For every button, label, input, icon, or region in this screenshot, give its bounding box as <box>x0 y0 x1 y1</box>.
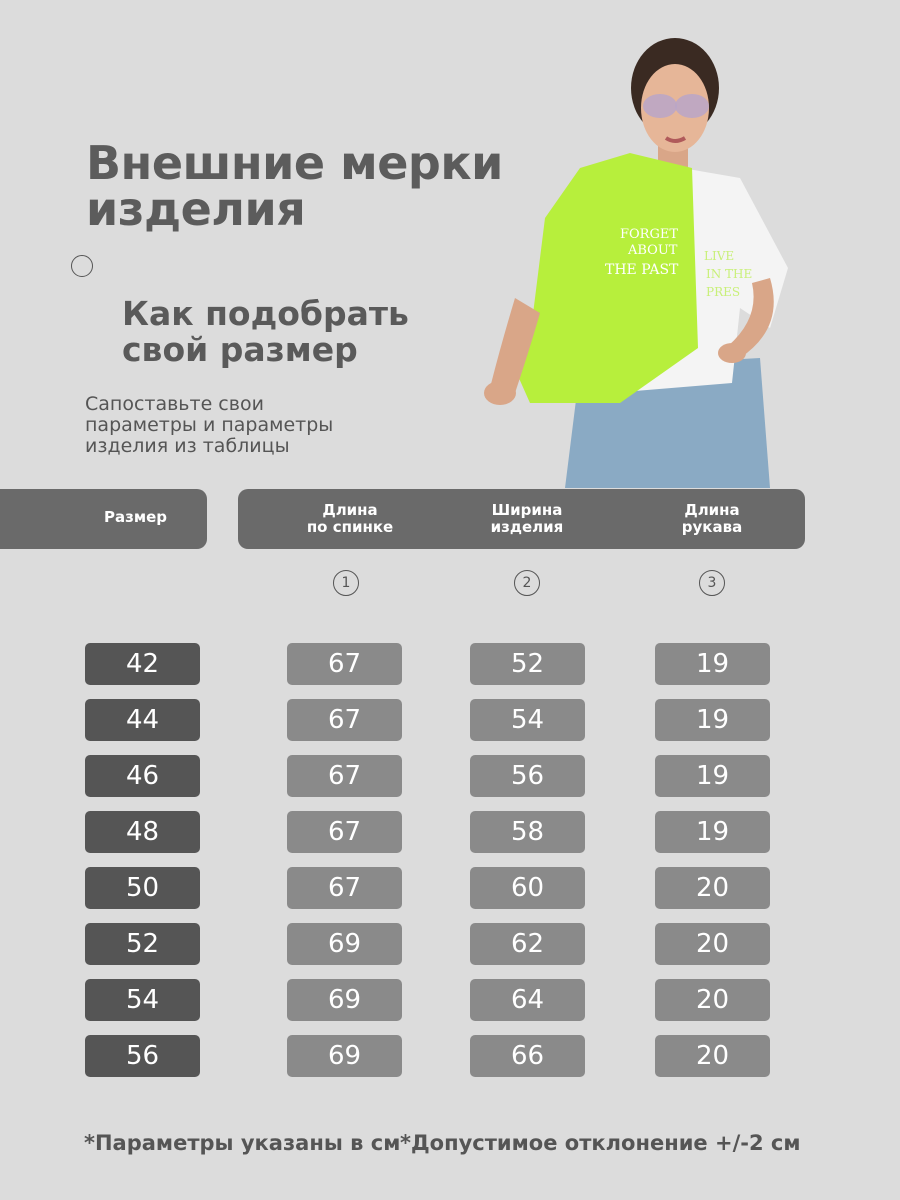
back-length-cell: 69 <box>287 923 402 965</box>
title-line-2: изделия <box>86 182 306 236</box>
sleeve-cell: 19 <box>655 699 770 741</box>
model-photo <box>470 28 800 488</box>
title-line-1: Внешние мерки <box>86 136 503 190</box>
width-cell: 58 <box>470 811 585 853</box>
sleeve-cell: 20 <box>655 979 770 1021</box>
sleeve-cell: 19 <box>655 811 770 853</box>
back-length-cell: 67 <box>287 755 402 797</box>
description-line-2: параметры и параметры <box>85 414 334 436</box>
back-length-cell: 67 <box>287 867 402 909</box>
footer-note-tolerance: *Допустимое отклонение +/-2 см <box>400 1131 801 1155</box>
sleeve-header <box>662 502 762 536</box>
shirt-print-left-1: FORGET <box>620 227 679 242</box>
shirt-print-left-2: ABOUT <box>628 243 678 258</box>
size-cell: 44 <box>85 699 200 741</box>
description <box>85 394 333 457</box>
width-cell: 60 <box>470 867 585 909</box>
width-cell: 52 <box>470 643 585 685</box>
back-length-cell: 69 <box>287 1035 402 1077</box>
circle-icon <box>71 255 93 277</box>
width-cell: 56 <box>470 755 585 797</box>
back-length-cell: 67 <box>287 699 402 741</box>
subtitle <box>122 296 409 368</box>
page-title <box>86 136 503 236</box>
sleeve-header-line-1: Длина <box>684 501 740 519</box>
width-cell: 54 <box>470 699 585 741</box>
size-cell: 56 <box>85 1035 200 1077</box>
sleeve-cell: 20 <box>655 867 770 909</box>
back-length-header-line-2: по спинке <box>306 518 394 536</box>
back-length-cell: 67 <box>287 643 402 685</box>
sleeve-header-line-2: рукава <box>681 518 743 536</box>
size-cell: 52 <box>85 923 200 965</box>
back-length-cell: 67 <box>287 811 402 853</box>
shirt-print-right-1: LIVE <box>704 249 735 263</box>
width-header-line-1: Ширина <box>491 501 563 519</box>
marker-1-icon: 1 <box>333 570 359 596</box>
width-cell: 62 <box>470 923 585 965</box>
subtitle-line-1: Как подобрать <box>122 294 409 333</box>
marker-3-icon: 3 <box>699 570 725 596</box>
width-header <box>477 502 577 536</box>
size-cell: 50 <box>85 867 200 909</box>
sleeve-cell: 20 <box>655 923 770 965</box>
description-line-1: Сапоставьте свои <box>85 393 264 415</box>
size-cell: 54 <box>85 979 200 1021</box>
size-cell: 48 <box>85 811 200 853</box>
size-header-label: Размер <box>104 508 168 526</box>
width-cell: 64 <box>470 979 585 1021</box>
width-header-line-2: изделия <box>490 518 564 536</box>
sleeve-cell: 19 <box>655 643 770 685</box>
back-length-header <box>300 502 400 536</box>
sleeve-cell: 20 <box>655 1035 770 1077</box>
size-cell: 46 <box>85 755 200 797</box>
shirt-print-left-3: THE PAST <box>605 262 679 278</box>
shirt-print-right-2: IN THE <box>706 267 753 281</box>
footer-note-units: *Параметры указаны в см <box>84 1131 401 1155</box>
shirt-print-right-3: PRES <box>706 285 741 299</box>
subtitle-line-2: свой размер <box>122 330 358 369</box>
back-length-header-line-1: Длина <box>322 501 378 519</box>
size-cell: 42 <box>85 643 200 685</box>
back-length-cell: 69 <box>287 979 402 1021</box>
marker-2-icon: 2 <box>514 570 540 596</box>
description-line-3: изделия из таблицы <box>85 435 290 457</box>
sleeve-cell: 19 <box>655 755 770 797</box>
width-cell: 66 <box>470 1035 585 1077</box>
